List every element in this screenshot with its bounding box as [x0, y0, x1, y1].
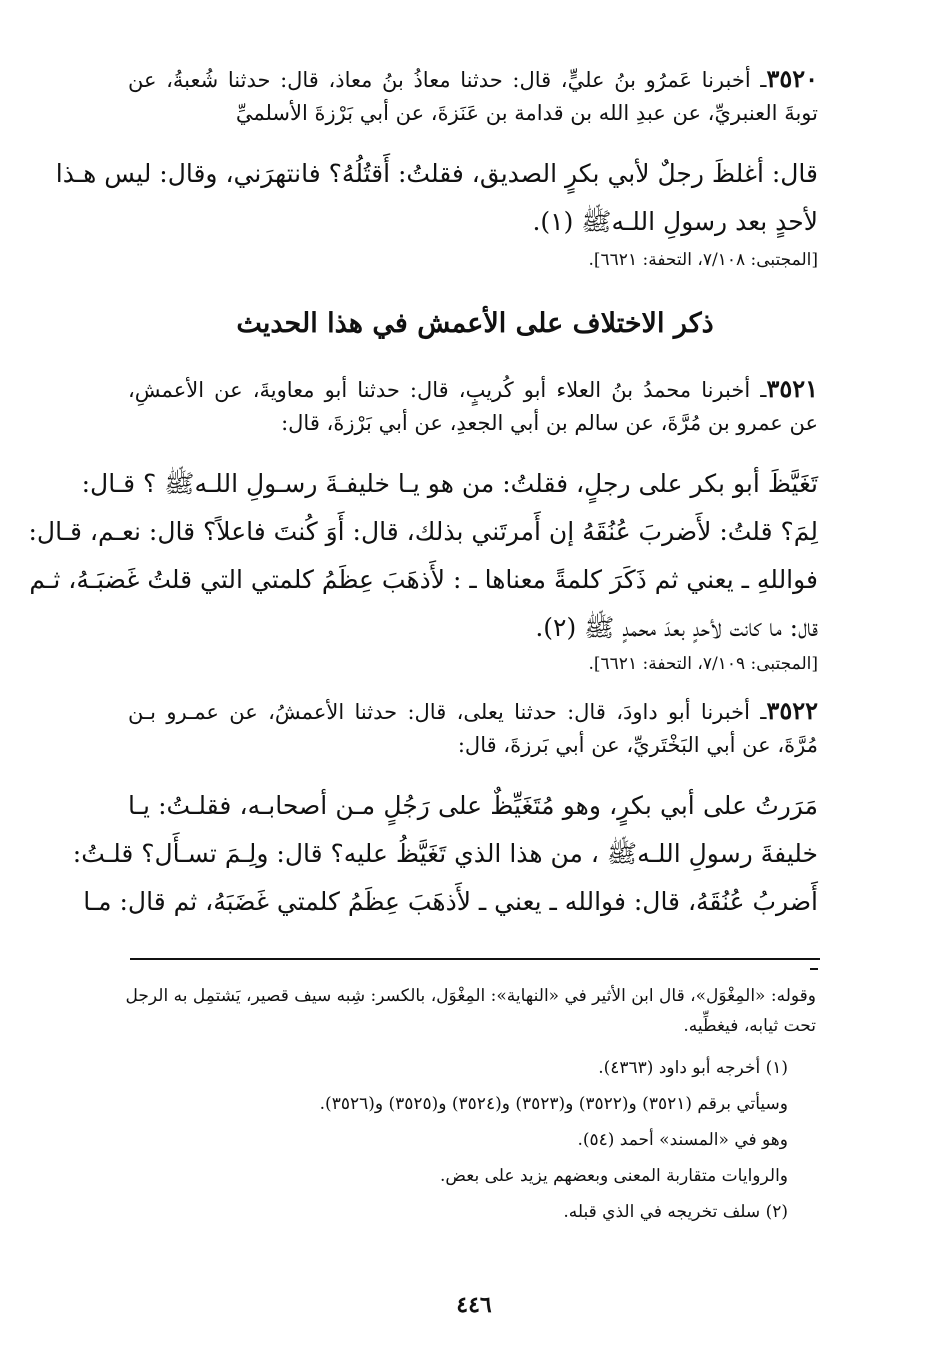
footnote-gloss-line-2: تحت ثيابه، فيغطِّيه. [683, 1016, 816, 1036]
footnote-gloss [126, 984, 816, 1038]
footnote-1-see-also: وسيأتي برقم (٣٥٢١) و(٣٥٢٢) و(٣٥٢٣) و(٣٥٢٤) و(٣٥٢٥) و(٣٥٢٦). [319, 1094, 788, 1114]
hadith-number-3520: ٣٥٢٠ [766, 64, 818, 93]
hadith-3520-matn-line-2: لأحدٍ بعد رسولِ اللـهﷺ (١). [532, 207, 818, 236]
footnote-1: (١) أخرجه أبو داود (٤٣٦٣). [598, 1058, 788, 1078]
footnote-1-musnad: وهو في «المسند» أحمد (٥٤). [577, 1130, 788, 1150]
hadith-3521-isnad [128, 372, 818, 440]
hadith-3521-matn [28, 460, 818, 652]
footnote-1-note: والروايات متقاربة المعنى وبعضهم يزيد على بعض. [440, 1166, 788, 1186]
footnote-gloss-line-1: وقوله: «المِغْوَل»، قال ابن الأثير في «النهاية»: المِغْوَل، بالكسر: شِبه سيف قصير، يَشتمِل به الرجل [125, 986, 816, 1006]
hadith-3520-isnad [128, 62, 818, 130]
section-title: ذكر الاختلاف على الأعمش في هذا الحديث [236, 308, 714, 339]
hadith-3522-matn-line-2: خليفةَ رسولِ اللـهﷺ ، من هذا الذي تَغَيَّظُ عليه؟ قال: ولِـمَ تسـأَل؟ قلـتُ: [72, 839, 818, 868]
hadith-3521-line-1: ٣٥٢١ـ أخبرنا محمدُ بنُ العلاء أبو كُريبٍ، قال: حدثنا أبو معاويةَ، عن الأعمشِ، [128, 374, 818, 403]
footnote-divider-mark [810, 968, 818, 970]
hadith-3520-line-1: ٣٥٢٠ـ أخبرنا عَمرُو بنُ عليٍّ، قال: حدثنا معاذُ بنُ معاذ، قال: حدثنا شُعبةُ، عن [128, 64, 818, 93]
hadith-3521-matn-line-2: لِمَ؟ قلتُ: لأَضربَ عُنُقَهُ إن أَمرتَني بذلك، قال: أَوَ كُنتَ فاعلاً؟ قال: نعـم، قـال: [28, 517, 818, 546]
hadith-3522-line-1: ٣٥٢٢ـ أخبرنا أبو داودَ، قال: حدثنا يعلى، قال: حدثنا الأعمشُ، عن عمـرو بـن [128, 696, 818, 725]
footnote-divider [130, 958, 820, 960]
hadith-3522-matn [72, 782, 818, 926]
hadith-3521-matn-line-1: تَغَيَّظَ أبو بكر على رجلٍ، فقلتُ: من هو يـا خليفـةَ رسـولِ اللـهﷺ ؟ قـال: [81, 469, 818, 498]
hadith-3520-matn-line-1: قال: أغلظَ رجلٌ لأبي بكرٍ الصديق، فقلتُ: أَقتُلُهُ؟ فانتهرَني، وقال: ليس هـذا [55, 159, 818, 188]
footnotes-list [128, 1056, 788, 1236]
hadith-3522-isnad [128, 694, 818, 762]
hadith-3521-reference: [المجتبى: ٧/١٠٩، التحفة: ٦٦٢١]. [588, 654, 818, 674]
hadith-3522-matn-line-3: أَضربُ عُنُقَهُ، قال: فوالله ـ يعني ـ لأَذهَبَ عِظَمُ كلمتي غَضَبَهُ، ثم قال: مـا [83, 887, 818, 916]
hadith-3520-reference: [المجتبى: ٧/١٠٨، التحفة: ٦٦٢١]. [588, 250, 818, 270]
hadith-number-3521: ٣٥٢١ [766, 374, 818, 403]
hadith-3521-line-2: عن عمرو بن مُرَّةَ، عن سالم بن أبي الجعدِ، عن أبي بَرْزةَ، قال: [281, 411, 818, 435]
hadith-3522-line-2: مُرَّةَ، عن أبي البَخْتَريِّ، عن أبي بَرزةَ، قال: [457, 733, 818, 757]
hadith-3521-matn-line-3: فواللهِ ـ يعني ثم ذَكَرَ كلمةً معناها ـ : لأَذهَبَ عِظَمُ كلمتي التي قلتُ غَضبَـهُ، ثـم [29, 565, 818, 594]
hadith-3520-matn [55, 150, 818, 246]
hadith-number-3522: ٣٥٢٢ [766, 696, 818, 725]
page-number: ٤٤٦ [456, 1292, 492, 1318]
hadith-3522-matn-line-1: مَرَرتُ على أبي بكرٍ، وهو مُتَغَيِّظٌ على رَجُلٍ مـن أصحابـه، فقلـتُ: يـا [128, 791, 818, 820]
hadith-3521-matn-line-4: قال: ما كانت لأحدٍ بعدَ محمدٍ ﷺ (٢). [535, 613, 818, 642]
hadith-3520-line-2: توبةَ العنبريِّ، عن عبدِ الله بن قدامة بن عَنَزةَ، عن أبي بَرْزةَ الأسلميِّ [235, 101, 818, 125]
footnote-2: (٢) سلف تخريجه في الذي قبله. [563, 1202, 788, 1222]
